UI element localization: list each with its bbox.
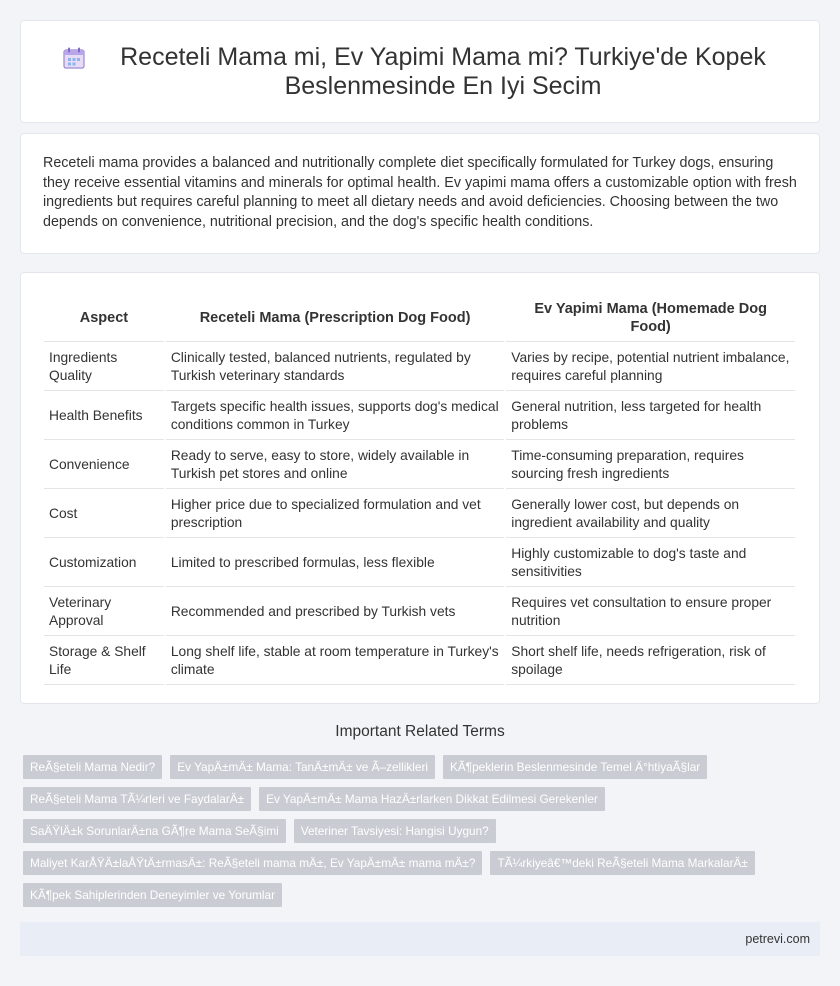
page-title: Receteli Mama mi, Ev Yapimi Mama mi? Turkiye'de Kopek Beslenmesinde En Iyi Secim xyxy=(120,42,766,100)
table-row xyxy=(44,491,795,538)
table-cell: Storage & Shelf Life xyxy=(44,638,164,685)
comparison-table xyxy=(42,293,797,687)
table-cell: Targets specific health issues, supports dog's medical conditions common in Turkey xyxy=(166,393,504,440)
table-row xyxy=(44,442,795,489)
title-card xyxy=(20,20,820,123)
table-cell: Higher price due to specialized formulation and vet prescription xyxy=(166,491,504,538)
table-row xyxy=(44,589,795,636)
related-terms-list xyxy=(23,755,803,907)
related-term-tag[interactable]: KÃ¶pek Sahiplerinden Deneyimler ve Yorumlar xyxy=(23,883,282,907)
table-cell: Time-consuming preparation, requires sourcing fresh ingredients xyxy=(506,442,795,489)
site-name[interactable]: petrevi.com xyxy=(745,932,810,946)
column-header-aspect: Aspect xyxy=(44,295,164,342)
table-row xyxy=(44,638,795,685)
related-term-tag[interactable]: ReÃ§eteli Mama Nedir? xyxy=(23,755,162,779)
table-row xyxy=(44,393,795,440)
table-cell: Limited to prescribed formulas, less flexible xyxy=(166,540,504,587)
footer xyxy=(20,922,820,956)
intro-paragraph: Receteli mama provides a balanced and nutritionally complete diet specifically formulated for Turkey dogs, ensuring they receive essential vitamins and minerals for optimal health. Ev yapimi mama offers a customizable option with fresh ingredients but requires careful planning to meet all dietary needs and avoid deficiencies. Choosing between the two depends on convenience, nutritional precision, and the dog's specific health conditions. xyxy=(43,155,797,230)
table-cell: Health Benefits xyxy=(44,393,164,440)
related-terms-title: Important Related Terms xyxy=(335,723,505,740)
table-header-row xyxy=(44,295,795,342)
related-term-tag[interactable]: Ev YapÄ±mÄ± Mama: TanÄ±mÄ± ve Ã–zellikleri xyxy=(170,755,435,779)
table-cell: Convenience xyxy=(44,442,164,489)
table-cell: Requires vet consultation to ensure proper nutrition xyxy=(506,589,795,636)
column-header-receteli: Receteli Mama (Prescription Dog Food) xyxy=(166,295,504,342)
related-term-tag[interactable]: SaÄŸlÄ±k SorunlarÄ±na GÃ¶re Mama SeÃ§imi xyxy=(23,819,286,843)
table-cell: Veterinary Approval xyxy=(44,589,164,636)
table-cell: Cost xyxy=(44,491,164,538)
table-cell: Recommended and prescribed by Turkish vets xyxy=(166,589,504,636)
table-row xyxy=(44,344,795,391)
column-header-ev-yapimi: Ev Yapimi Mama (Homemade Dog Food) xyxy=(506,295,795,342)
comparison-card xyxy=(20,272,820,704)
related-term-tag[interactable]: TÃ¼rkiyeâ€™deki ReÃ§eteli Mama MarkalarÄ± xyxy=(490,851,754,875)
related-term-tag[interactable]: ReÃ§eteli Mama TÃ¼rleri ve FaydalarÄ± xyxy=(23,787,251,811)
table-cell: Short shelf life, needs refrigeration, risk of spoilage xyxy=(506,638,795,685)
table-cell: Generally lower cost, but depends on ingredient availability and quality xyxy=(506,491,795,538)
table-row xyxy=(44,540,795,587)
table-cell: Customization xyxy=(44,540,164,587)
intro-card xyxy=(20,133,820,254)
table-cell: Long shelf life, stable at room temperature in Turkey's climate xyxy=(166,638,504,685)
related-term-tag[interactable]: Veteriner Tavsiyesi: Hangisi Uygun? xyxy=(294,819,496,843)
table-cell: Highly customizable to dog's taste and sensitivities xyxy=(506,540,795,587)
table-cell: General nutrition, less targeted for health problems xyxy=(506,393,795,440)
table-cell: Clinically tested, balanced nutrients, regulated by Turkish veterinary standards xyxy=(166,344,504,391)
related-term-tag[interactable]: KÃ¶peklerin Beslenmesinde Temel Ä°htiyaÃ§lar xyxy=(443,755,707,779)
table-cell: Ready to serve, easy to store, widely available in Turkish pet stores and online xyxy=(166,442,504,489)
table-cell: Ingredients Quality xyxy=(44,344,164,391)
related-term-tag[interactable]: Maliyet KarÅŸÄ±laÅŸtÄ±rmasÄ±: ReÃ§eteli mama mÄ±, Ev YapÄ±mÄ± mama mÄ±? xyxy=(23,851,482,875)
related-term-tag[interactable]: Ev YapÄ±mÄ± Mama HazÄ±rlarken Dikkat Edilmesi Gerekenler xyxy=(259,787,605,811)
calendar-icon xyxy=(61,45,87,71)
table-cell: Varies by recipe, potential nutrient imbalance, requires careful planning xyxy=(506,344,795,391)
